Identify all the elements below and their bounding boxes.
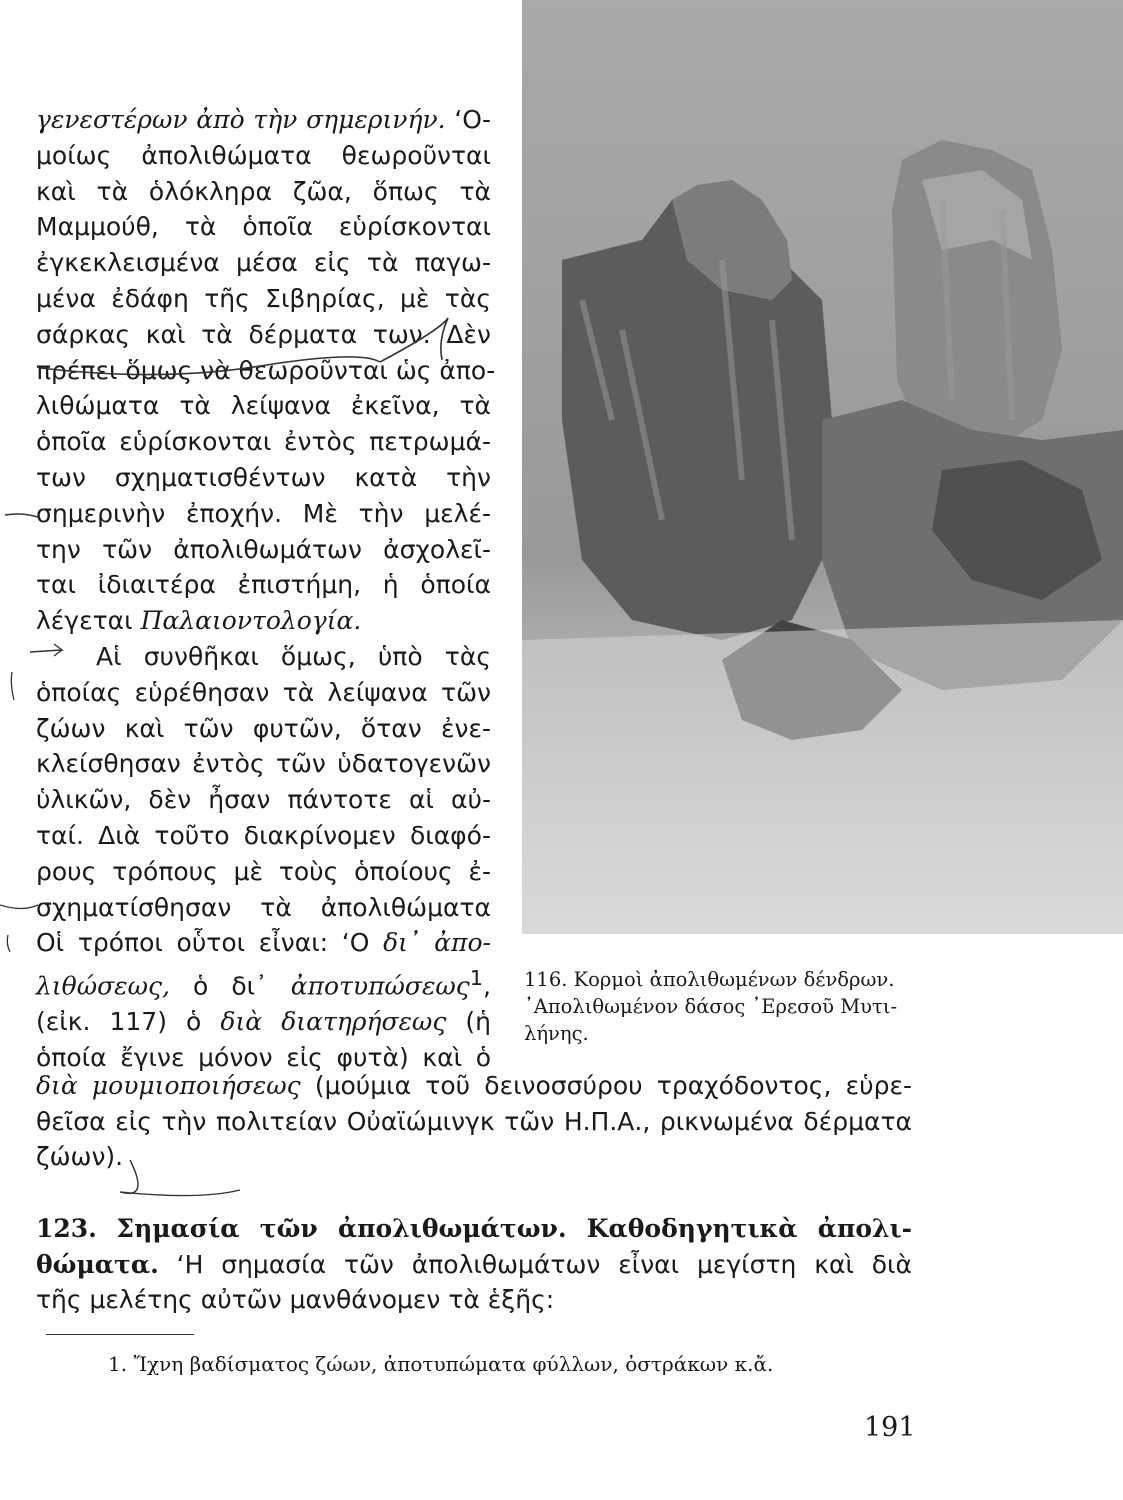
text-line [36, 281, 491, 317]
text-run: μένα ἐδάφη τῆς Σιβηρίας, μὲ τὰς [36, 283, 491, 313]
text-column [36, 102, 496, 1076]
section-line-2 [36, 1247, 912, 1283]
text-run: σάρκας καὶ τὰ δέρματα των. Δὲν [36, 319, 491, 349]
text-run: κλείσθησαν ἐντὸς τῶν ὑδατογενῶν [36, 749, 491, 779]
caption-line-3: λήνης. [524, 1022, 589, 1045]
petrified-forest-photo [522, 0, 1123, 934]
text-run: την τῶν ἀπολιθωμάτων ἀσχολεῖ- [36, 534, 491, 564]
caption-line-1: 116. Κορμοὶ ἀπολιθωμένων δένδρων. [524, 968, 895, 991]
section-title: Σημασία τῶν ἀπολιθωμάτων. Καθοδηγητικὰ ἀπολι- [116, 1214, 912, 1243]
text-run: ρους τρόπους μὲ τοὺς ὁποίους ἐ- [36, 856, 491, 886]
footnote-rule [46, 1334, 194, 1335]
text-line [36, 353, 496, 389]
footnote-ref: 1 [469, 966, 484, 991]
section-line-3: τῆς μελέτης αὐτῶν μανθάνομεν τὰ ἑξῆς: [36, 1285, 555, 1314]
text-line [36, 818, 491, 854]
text-run: Οἱ τρόποι οὗτοι εἶναι: ‘Ο [36, 928, 384, 958]
text-line [36, 746, 491, 782]
text-line [36, 245, 491, 281]
pen-margin-mark-1 [5, 514, 40, 518]
text-line [36, 639, 491, 675]
text-run: λιθώματα τὰ λείψανα ἐκεῖνα, τὰ [36, 391, 491, 421]
section-heading-line [36, 1211, 912, 1247]
italic-text: ἀποτυπώσεως [290, 971, 470, 1001]
caption-line-2: ᾿Απολιθωμένον δάσος ᾿Ερεσοῦ Μυτι- [524, 995, 898, 1018]
text-run: ζώων). [36, 1142, 124, 1171]
text-line [36, 567, 491, 603]
text-run: ται ἰδιαιτέρα ἐπιστήμη, ἡ ὁποία [36, 570, 491, 600]
italic-text: διὰ μουμιοποιήσεως [36, 1071, 301, 1100]
pen-margin-mark-2 [11, 672, 14, 700]
text-line [36, 1068, 912, 1104]
text-run: Αἱ συνθῆκαι ὅμως, ὑπὸ τὰς [96, 641, 491, 671]
text-line [36, 424, 491, 460]
text-line [36, 890, 491, 926]
text-run: ταί. Διὰ τοῦτο διακρίνομεν διαφό- [36, 820, 491, 850]
text-run: λέγεται [36, 606, 141, 636]
text-run: μοίως ἀπολιθώματα θεωροῦνται [36, 140, 491, 170]
text-line [36, 675, 491, 711]
text-line [36, 1139, 912, 1175]
text-line [36, 496, 491, 532]
text-run: ὁποία ἔγινε μόνον εἰς φυτὰ) καὶ ὁ [36, 1043, 491, 1073]
text-line [36, 174, 491, 210]
text-run: των σχηματισθέντων κατὰ τὴν [36, 462, 491, 492]
text-run: ζώων καὶ τῶν φυτῶν, ὅταν ἐνε- [36, 713, 491, 743]
text-run: ‘Ο- [445, 105, 491, 134]
text-line [36, 102, 491, 138]
text-line [36, 854, 491, 890]
section-123 [36, 1211, 912, 1318]
italic-text: λιθώσεως, [36, 971, 170, 1001]
section-text-1: ‘Η σημασία τῶν ἀπολιθωμάτων εἶναι μεγίστη καὶ διὰ [158, 1249, 912, 1279]
text-run: , [483, 971, 491, 1001]
text-run: ὁποῖα εὑρίσκονται ἐντὸς πετρωμά- [36, 427, 491, 457]
photo-illustration [522, 0, 1123, 934]
text-run: (μούμια τοῦ δεινοσσύρου τραχόδοντος, εὑρε- [300, 1071, 912, 1100]
text-run: θεῖσα εἰς τὴν πολιτείαν Οὐαϊώμινγκ τῶν Η.Π.Α., ρικνωμένα δέρματα [36, 1106, 912, 1136]
text-line [36, 532, 491, 568]
section-title-end: θώματα. [36, 1249, 159, 1279]
text-line [36, 961, 491, 1004]
italic-text: δι᾽ ἀπο- [383, 928, 491, 958]
section-number: 123. [36, 1214, 97, 1243]
italic-text: γενεστέρων ἀπὸ τὴν σημερινήν. [36, 105, 446, 134]
text-line [36, 388, 491, 424]
italic-text: διὰ διατηρήσεως [220, 1007, 447, 1037]
footnote: 1. Ἴχνη βαδίσματος ζώων, ἀποτυπώματα φύλλων, ὀστράκων κ.ἄ. [108, 1352, 774, 1376]
text-line [36, 138, 491, 174]
text-line [36, 460, 491, 496]
text-run: ὑλικῶν, δὲν ἦσαν πάντοτε αἱ αὐ- [36, 785, 491, 815]
text-run: καὶ τὰ ὁλόκληρα ζῶα, ὅπως τὰ [36, 176, 491, 206]
text-run: ὁ δι᾽ [169, 971, 291, 1001]
text-line [36, 209, 491, 245]
italic-text: Παλαιοντολογία. [140, 606, 362, 636]
text-run: ὁποίας εὑρέθησαν τὰ λείψανα τῶν [36, 677, 491, 707]
text-run: σχηματίσθησαν τὰ ἀπολιθώματα [36, 892, 491, 922]
text-run: σημερινὴν ἐποχήν. Μὲ τὴν μελέ- [36, 498, 491, 528]
text-run: πρέπει ὅμως νὰ θεωροῦνται ὡς ἀπο- [36, 355, 496, 385]
text-run: Μαμμούθ, τὰ ὁποῖα εὑρίσκονται [36, 212, 491, 242]
text-run: (ἡ [446, 1007, 492, 1037]
text-line [36, 317, 491, 353]
pen-margin-mark-3 [0, 905, 38, 952]
text-line [36, 1004, 491, 1040]
text-line [36, 782, 491, 818]
text-line [36, 1104, 912, 1140]
text-run: ἐγκεκλεισμένα μέσα εἰς τὰ παγω- [36, 248, 491, 278]
full-width-text [36, 1068, 912, 1175]
page-number: 191 [864, 1412, 916, 1443]
text-run: (εἰκ. 117) ὁ [36, 1007, 221, 1037]
text-line [36, 603, 491, 639]
text-line [36, 925, 491, 961]
figure-caption [524, 966, 919, 1047]
text-line [36, 711, 491, 747]
